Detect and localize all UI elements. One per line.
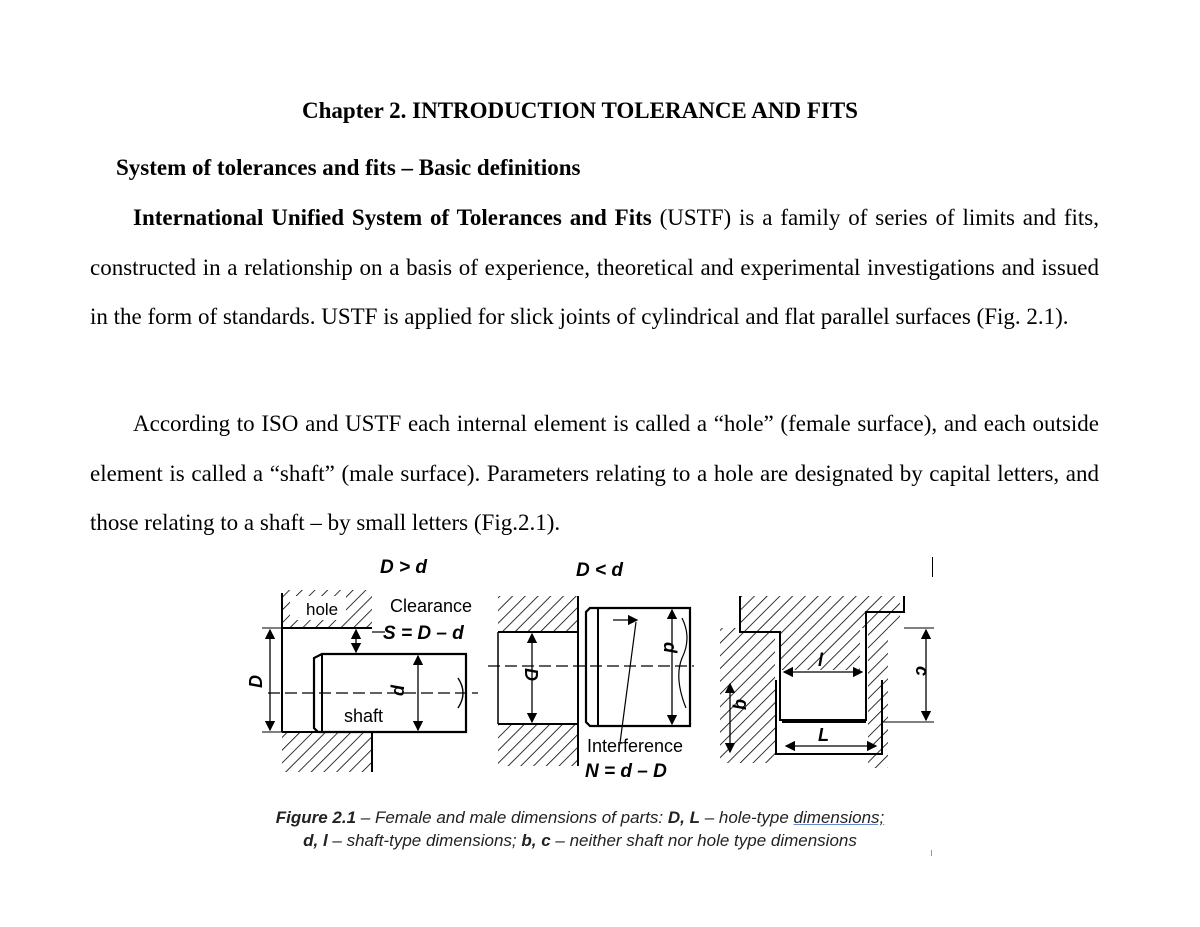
section-title: System of tolerances and fits – Basic definitions (116, 155, 581, 180)
figure-label: Figure 2.1 (275, 808, 357, 827)
page-marker (931, 850, 932, 856)
figure-2-1-diagram (0, 548, 1200, 803)
paragraph-ustf-definition (90, 193, 1099, 342)
caption-symbols: D, L (667, 808, 700, 827)
caption-symbols: d, l (303, 831, 328, 850)
label-shaft: shaft (344, 706, 384, 726)
label-hole: hole (306, 600, 339, 619)
dim-L-right: L (818, 725, 829, 745)
figure-caption-line-2 (230, 829, 930, 852)
caption-text: – Female and male dimensions of parts: (356, 808, 668, 827)
dim-b-right: b (730, 699, 750, 710)
dim-D-left: D (246, 675, 266, 688)
paragraph-hole-shaft: According to ISO and USTF each internal element is called a “hole” (female surface), and each outside element is called a “shaft” (male surface). Parameters relating to a hole are designated by capital letters, and those relating to a shaft – by small letters (Fig.2.1). (90, 411, 1099, 535)
caption-text: – hole-type (699, 808, 794, 827)
slot-key-drawing (720, 596, 934, 768)
label-clearance: Clearance (390, 596, 473, 616)
caption-text: – shaft-type dimensions; (327, 831, 522, 850)
label-clearance-eq: S = D – d (383, 623, 464, 644)
label-d-less: D < d (576, 560, 623, 581)
dim-D-middle: D (521, 668, 541, 681)
caption-text-underlined: dimensions; (793, 808, 885, 827)
paragraph-ustf-body: (USTF) is a family of series of limits and fits, constructed in a relationship on a basis of experience, theoretical and experimental investigations and issued in the form of standards. USTF is applied for slick joints of cylindrical and flat parallel surfaces (Fig. 2.1). (90, 205, 1099, 329)
interference-fit-drawing (488, 560, 694, 782)
clearance-fit-drawing (246, 557, 478, 772)
caption-symbols: b, c (521, 831, 551, 850)
term-ustf: International Unified System of Tolerances and Fits (133, 205, 652, 230)
dim-l-right: l (818, 650, 824, 670)
caption-text: – neither shaft nor hole type dimensions (550, 831, 857, 850)
label-interference-eq: N = d – D (585, 761, 667, 782)
label-interference: Interference (587, 736, 684, 756)
dim-d-left: d (388, 685, 408, 696)
figure-caption-line-1 (230, 806, 930, 829)
chapter-title: Chapter 2. INTRODUCTION TOLERANCE AND FITS (302, 98, 858, 123)
label-d-greater: D > d (380, 557, 427, 578)
dim-c-right: c (912, 666, 932, 677)
dim-d-middle: d (660, 642, 680, 653)
